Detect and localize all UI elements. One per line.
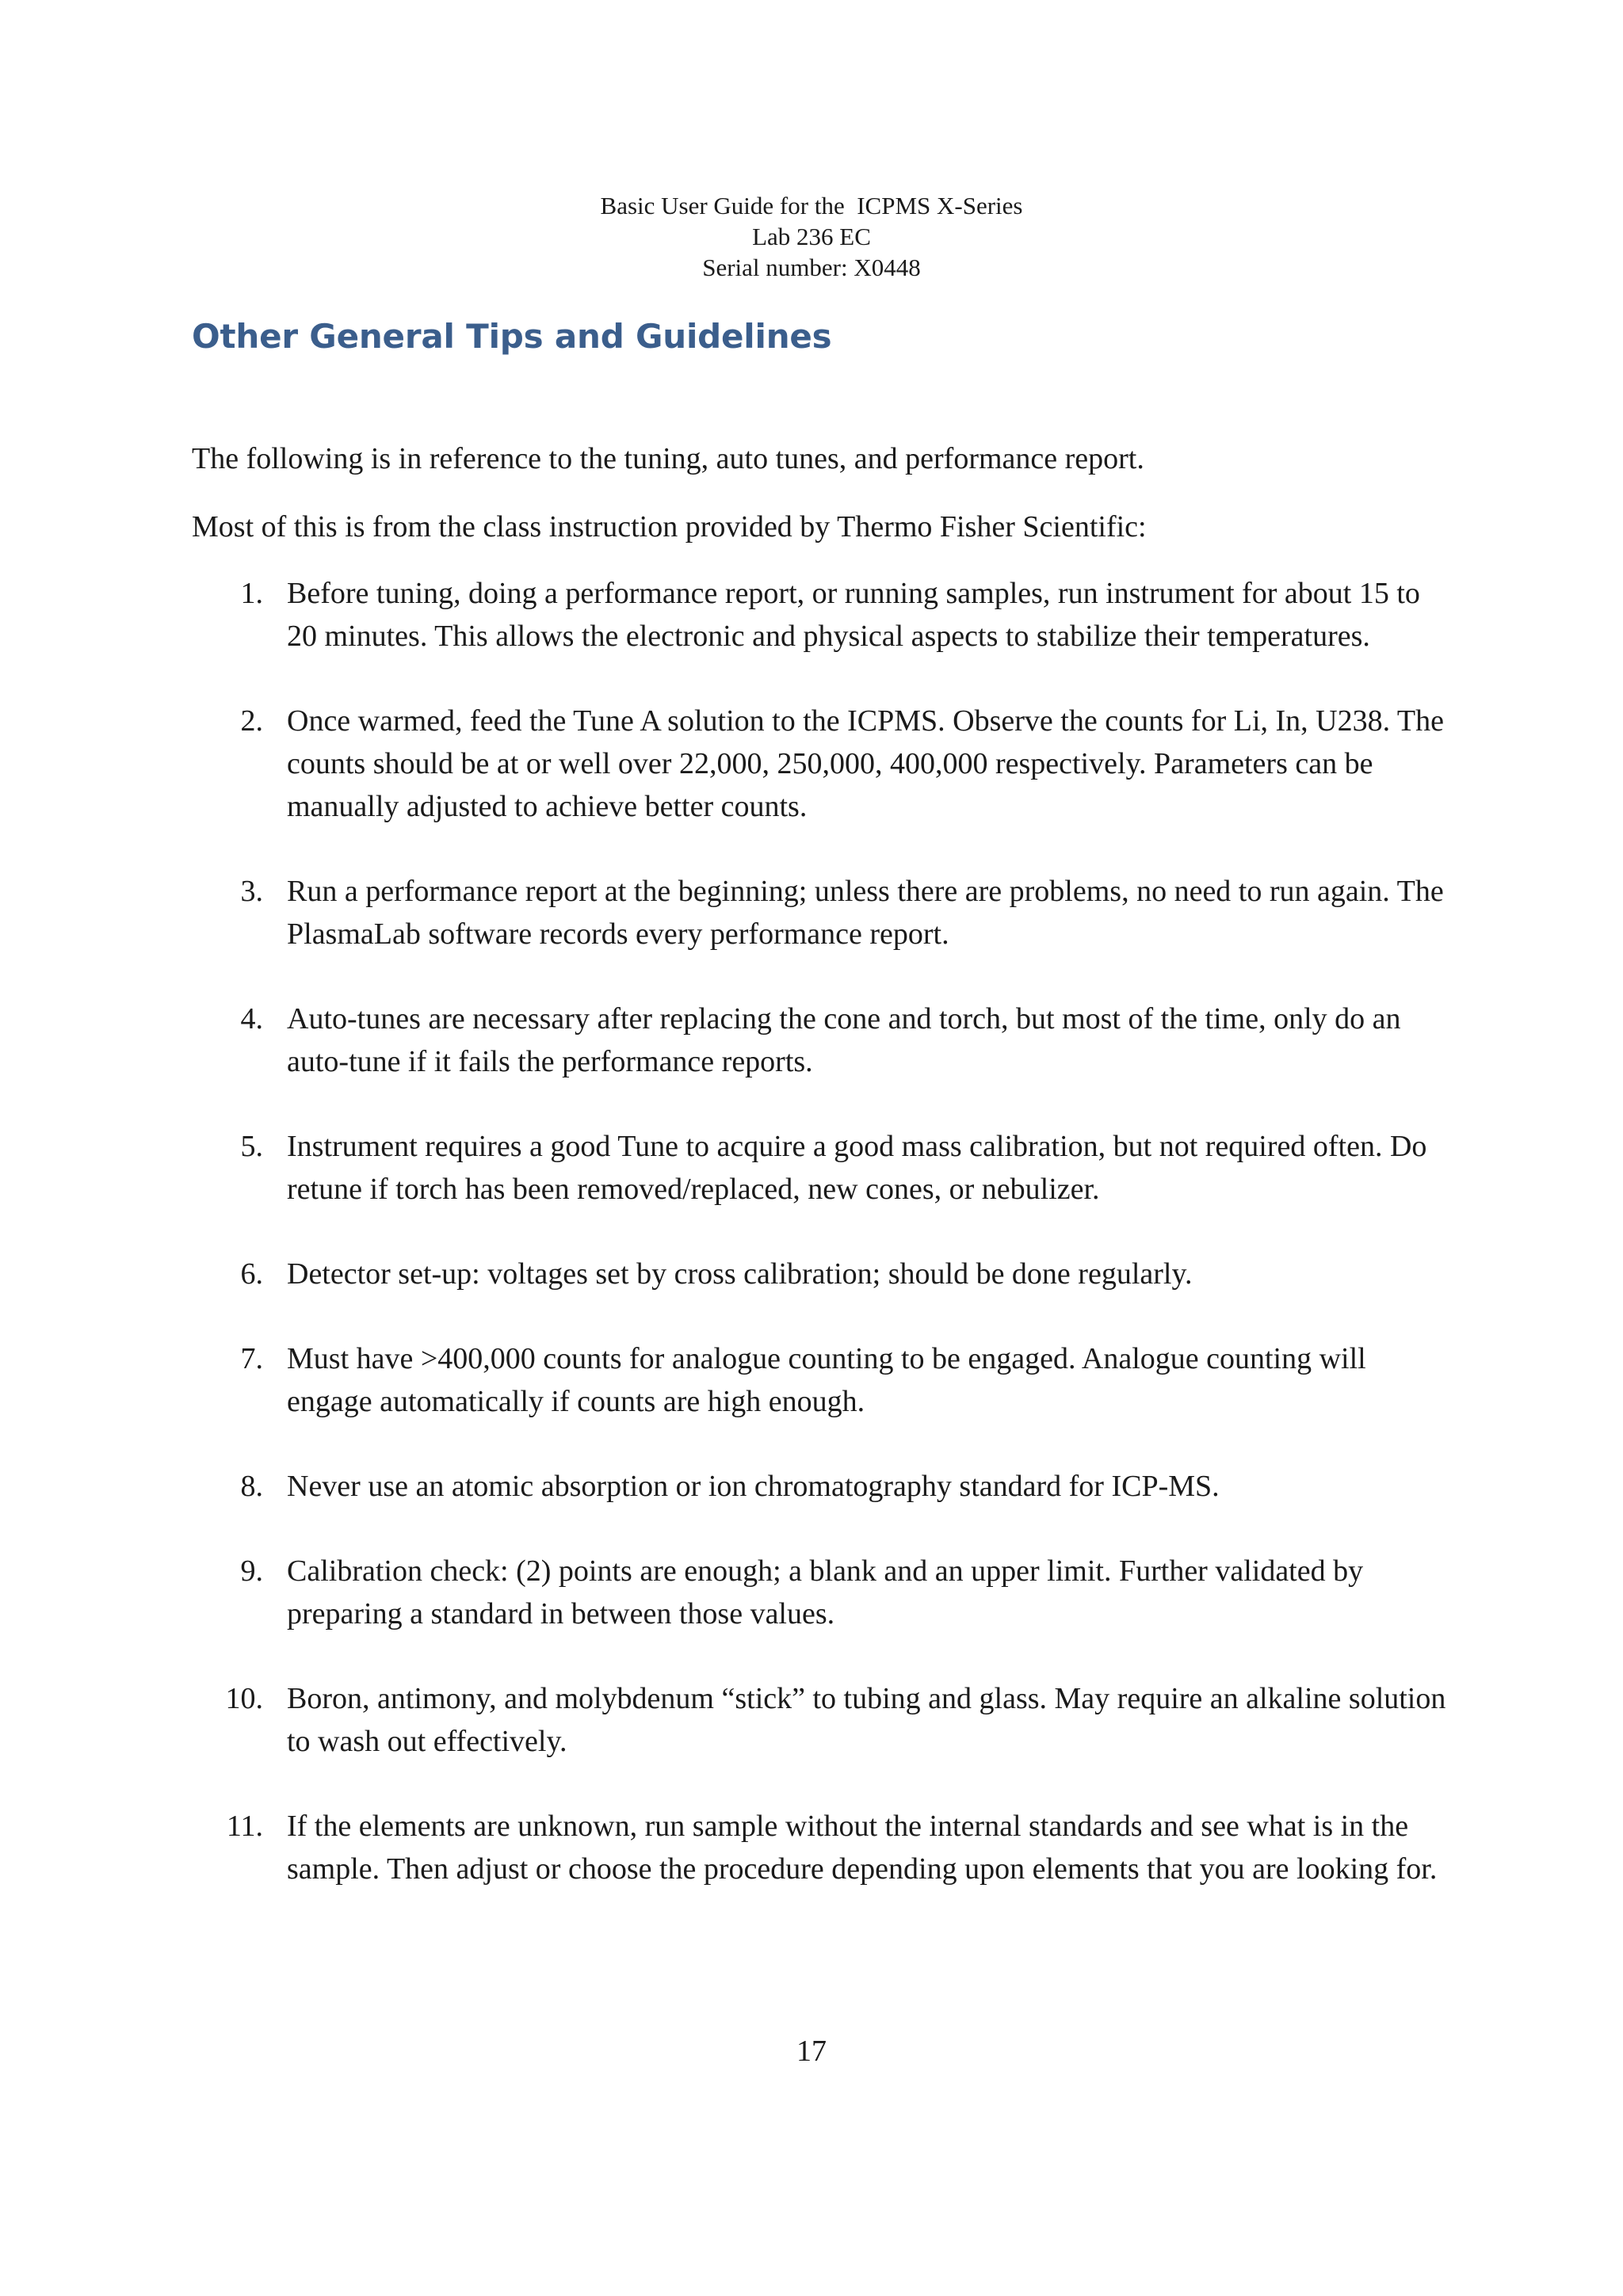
list-item-text: Auto-tunes are necessary after replacing the cone and torch, but most of the time, only do an auto-tune if it fails the performance reports.: [287, 1002, 1401, 1078]
header-serial: Serial number: X0448: [702, 254, 921, 281]
list-item-text: Calibration check: (2) points are enough; a blank and an upper limit. Further validated by preparing a standard in between those values.: [287, 1554, 1364, 1630]
list-item-text: Must have >400,000 counts for analogue counting to be engaged. Analogue counting will engage automatically if counts are high enough.: [287, 1342, 1366, 1418]
list-item-number: 11.: [226, 1810, 263, 1843]
list-item-number: 3.: [240, 875, 263, 908]
list-item-number: 10.: [225, 1682, 263, 1715]
intro-paragraph: Most of this is from the class instruction provided by Thermo Fisher Scientific:: [192, 510, 1147, 543]
list-item-number: 2.: [240, 704, 263, 738]
list-item-text: Run a performance report at the beginning; unless there are problems, no need to run again. The PlasmaLab software records every performance report.: [287, 875, 1444, 951]
list-item-number: 5.: [240, 1130, 263, 1163]
intro-paragraph: The following is in reference to the tuning, auto tunes, and performance report.: [192, 442, 1144, 475]
list-item: [0, 1125, 1623, 1211]
list-item: [0, 1677, 1623, 1763]
header-lab: Lab 236 EC: [752, 223, 871, 250]
list-item-number: 1.: [240, 577, 263, 610]
list-item-text: If the elements are unknown, run sample without the internal standards and see what is in the sample. Then adjust or choose the procedure depending upon elements that you are looking for.: [287, 1810, 1438, 1886]
list-item: [0, 572, 1623, 658]
header-title: Basic User Guide for the ICPMS X-Series: [600, 192, 1023, 219]
list-item-number: 7.: [240, 1342, 263, 1375]
page-number: 17: [796, 2035, 827, 2068]
tips-list: [0, 572, 1623, 1890]
running-header: [0, 190, 1623, 283]
list-item: [0, 1337, 1623, 1423]
list-item-number: 8.: [240, 1470, 263, 1503]
list-item-text: Before tuning, doing a performance report, or running samples, run instrument for about 15 to 20 minutes. This allows the electronic and physical aspects to stabilize their temperatures.: [287, 577, 1420, 653]
list-item: [0, 1465, 1623, 1508]
list-item-text: Detector set-up: voltages set by cross calibration; should be done regularly.: [287, 1257, 1193, 1291]
list-item: [0, 870, 1623, 955]
list-item-text: Once warmed, feed the Tune A solution to the ICPMS. Observe the counts for Li, In, U238. The counts should be at or well over 22,000, 250,000, 400,000 respectively. Parameters can be manually adjusted to achieve better counts.: [287, 704, 1444, 823]
list-item-number: 6.: [240, 1257, 263, 1291]
list-item-number: 9.: [240, 1554, 263, 1588]
list-item: [0, 997, 1623, 1083]
list-item: [0, 1550, 1623, 1635]
list-item: [0, 1805, 1623, 1890]
list-item-number: 4.: [240, 1002, 263, 1035]
list-item-text: Instrument requires a good Tune to acquire a good mass calibration, but not required often. Do retune if torch has been removed/replaced, new cones, or nebulizer.: [287, 1130, 1427, 1206]
list-item: [0, 700, 1623, 828]
list-item: [0, 1253, 1623, 1295]
list-item-text: Boron, antimony, and molybdenum “stick” to tubing and glass. May require an alkaline solution to wash out effectively.: [287, 1682, 1446, 1758]
list-item-text: Never use an atomic absorption or ion chromatography standard for ICP-MS.: [287, 1470, 1220, 1503]
section-heading: Other General Tips and Guidelines: [192, 317, 832, 356]
